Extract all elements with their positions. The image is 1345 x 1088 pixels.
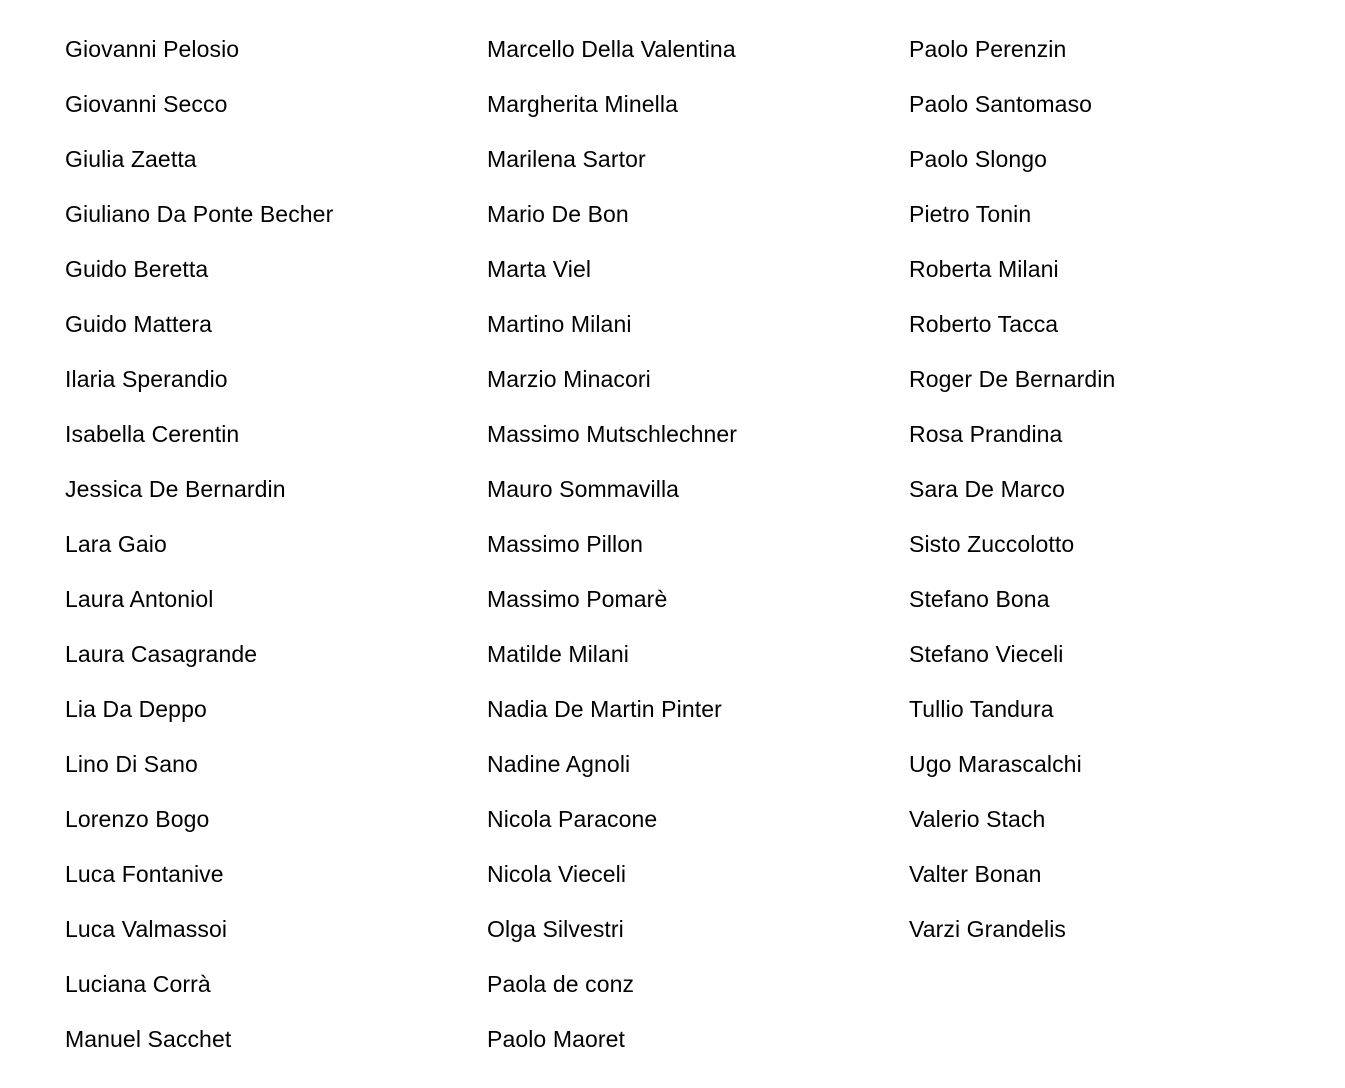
name-entry: Paolo Maoret [487,1026,625,1052]
name-entry: Martino Milani [487,311,632,337]
name-entry: Paola de conz [487,971,635,997]
name-entry: Roberto Tacca [909,311,1059,337]
name-entry: Giovanni Secco [65,91,228,117]
name-entry: Roger De Bernardin [909,366,1116,392]
name-entry: Nadia De Martin Pinter [487,696,722,722]
name-entry: Tullio Tandura [909,696,1054,722]
name-entry: Giuliano Da Ponte Becher [65,201,334,227]
name-entry: Varzi Grandelis [909,916,1067,942]
name-entry: Pietro Tonin [909,201,1032,227]
name-entry: Jessica De Bernardin [65,476,286,502]
name-entry: Guido Mattera [65,311,213,337]
name-entry: Paolo Slongo [909,146,1048,172]
name-entry: Ilaria Sperandio [65,366,228,392]
name-entry: Paolo Perenzin [909,36,1067,62]
name-entry: Marilena Sartor [487,146,646,172]
name-entry: Laura Antoniol [65,586,214,612]
name-entry: Lino Di Sano [65,751,198,777]
name-entry: Valter Bonan [909,861,1042,887]
name-entry: Nicola Vieceli [487,861,627,887]
name-column-1 [65,22,333,1067]
name-entry: Luciana Corrà [65,971,211,997]
name-entry: Sisto Zuccolotto [909,531,1075,557]
name-entry: Valerio Stach [909,806,1046,832]
name-entry: Luca Valmassoi [65,916,228,942]
name-entry: Ugo Marascalchi [909,751,1082,777]
name-entry: Giulia Zaetta [65,146,197,172]
name-entry: Luca Fontanive [65,861,224,887]
name-entry: Guido Beretta [65,256,209,282]
name-entry: Olga Silvestri [487,916,624,942]
name-entry: Marcello Della Valentina [487,36,736,62]
name-entry: Marzio Minacori [487,366,651,392]
name-entry: Rosa Prandina [909,421,1063,447]
name-entry: Sara De Marco [909,476,1065,502]
name-entry: Massimo Pomarè [487,586,668,612]
name-entry: Lia Da Deppo [65,696,207,722]
name-entry: Nicola Paracone [487,806,658,832]
name-entry: Manuel Sacchet [65,1026,232,1052]
name-entry: Matilde Milani [487,641,630,667]
name-column-2 [487,22,737,1067]
name-entry: Mauro Sommavilla [487,476,680,502]
name-entry: Stefano Vieceli [909,641,1064,667]
name-entry: Lara Gaio [65,531,167,557]
name-entry: Paolo Santomaso [909,91,1093,117]
name-entry: Lorenzo Bogo [65,806,210,832]
name-column-3 [909,22,1115,957]
name-entry: Stefano Bona [909,586,1050,612]
name-entry: Laura Casagrande [65,641,258,667]
name-entry: Isabella Cerentin [65,421,240,447]
name-entry: Giovanni Pelosio [65,36,240,62]
name-entry: Marta Viel [487,256,592,282]
name-entry: Nadine Agnoli [487,751,631,777]
name-entry: Massimo Mutschlechner [487,421,738,447]
name-entry: Margherita Minella [487,91,678,117]
name-entry: Mario De Bon [487,201,629,227]
name-entry: Massimo Pillon [487,531,644,557]
name-entry: Roberta Milani [909,256,1059,282]
